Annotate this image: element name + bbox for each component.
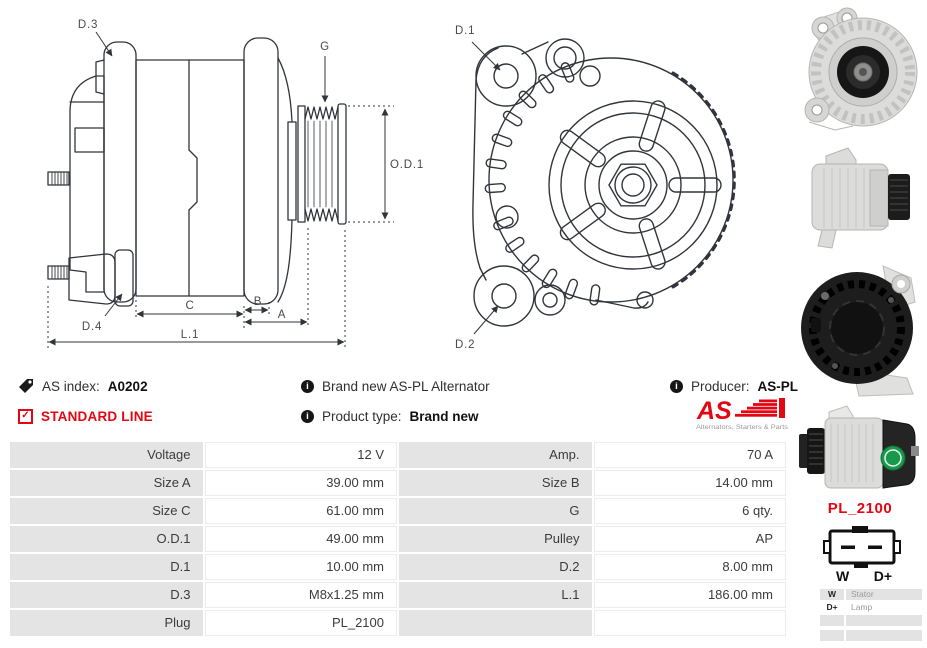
spec-label: Size B [399, 470, 592, 496]
legend-row-empty [820, 630, 922, 641]
as-pl-logo [695, 397, 795, 433]
plug-terminal-labels [836, 568, 892, 584]
product-type-label: Product type: [322, 408, 402, 424]
legend-row [820, 602, 922, 613]
logo-tagline: Alternators, Starters & Parts [696, 424, 788, 431]
as-index-value: A0202 [107, 378, 148, 394]
spec-value: 61.00 mm [205, 498, 398, 524]
spec-table [10, 442, 786, 636]
photo-side-graphic [796, 140, 926, 258]
side-view-labels [78, 19, 424, 341]
legend-desc: Lamp [846, 602, 922, 613]
pulley-grooves [298, 104, 346, 224]
info-icon: i [301, 380, 314, 393]
spec-value: 49.00 mm [205, 526, 398, 552]
spec-label: Amp. [399, 442, 592, 468]
front-view-labels [455, 25, 475, 351]
spec-label: Size C [10, 498, 203, 524]
brand-new-text: Brand new AS-PL Alternator [322, 378, 490, 394]
spec-value: 14.00 mm [594, 470, 787, 496]
dim-label-c: C [185, 300, 195, 312]
spec-value: 10.00 mm [205, 554, 398, 580]
standard-line-label: STANDARD LINE [41, 408, 153, 424]
spec-label: L.1 [399, 582, 592, 608]
vent-slots [485, 62, 600, 306]
legend-desc: Stator [846, 589, 922, 600]
legend-row-empty [820, 615, 922, 626]
photo-side-pulley-graphic [795, 398, 925, 500]
product-type-value: Brand new [409, 408, 479, 424]
spec-label: O.D.1 [10, 526, 203, 552]
as-index-row [18, 377, 148, 395]
dim-label-b: B [253, 296, 263, 308]
spec-value: 70 A [594, 442, 787, 468]
bolt-bottom [48, 266, 69, 279]
front-view-drawing [428, 4, 792, 364]
dim-label-a: A [277, 309, 287, 321]
dim-label-od1: O.D.1 [390, 159, 425, 171]
plug-connector-diagram [822, 525, 902, 569]
photo-front-graphic [795, 6, 925, 138]
spec-value: 186.00 mm [594, 582, 787, 608]
bolt-top [48, 172, 69, 185]
spec-value: 12 V [205, 442, 398, 468]
spec-label: G [399, 498, 592, 524]
alternator-front-outline [473, 39, 734, 326]
plug-pin-w [841, 546, 855, 550]
logo-text: AS [697, 397, 732, 425]
spec-label: Size A [10, 470, 203, 496]
logo-stripes [735, 398, 785, 418]
producer-label: Producer: [691, 378, 750, 394]
dim-label-d1: D.1 [455, 25, 476, 37]
producer-value: AS-PL [757, 378, 799, 394]
plug-legend [820, 589, 922, 643]
legend-pin: D+ [820, 602, 844, 613]
dim-label-d2: D.2 [455, 339, 476, 351]
spec-label: Pulley [399, 526, 592, 552]
side-view-drawing [12, 4, 432, 364]
dim-label-d3: D.3 [77, 19, 99, 31]
plug-code: PL_2100 [827, 500, 893, 517]
spec-label [399, 610, 592, 636]
legend-row [820, 589, 922, 600]
plug-terminal-w: W [836, 568, 850, 584]
spec-value: M8x1.25 mm [205, 582, 398, 608]
tag-icon [18, 378, 34, 394]
legend-pin: W [820, 589, 844, 600]
product-type-row [301, 407, 479, 425]
info-icon: i [670, 380, 683, 393]
spec-label: D.2 [399, 554, 592, 580]
dimension-lines [48, 32, 394, 348]
standard-line-row [18, 407, 153, 425]
producer-row [670, 377, 798, 395]
spec-label: Voltage [10, 442, 203, 468]
spec-value: 39.00 mm [205, 470, 398, 496]
dim-label-g: G [320, 41, 330, 53]
checkbox-checked-icon: ✓ [18, 409, 33, 424]
dim-label-d4: D.4 [81, 321, 103, 333]
plug-terminal-dplus: D+ [873, 568, 892, 584]
alternator-side-outline [48, 38, 346, 306]
spec-label: D.1 [10, 554, 203, 580]
product-photo-side-pulley[interactable] [795, 398, 925, 505]
info-icon: i [301, 410, 314, 423]
spec-label: D.3 [10, 582, 203, 608]
plug-pin-dplus [868, 546, 882, 550]
photo-rear-graphic [795, 258, 925, 400]
spec-value: 6 qty. [594, 498, 787, 524]
product-photo-side[interactable] [796, 140, 926, 263]
spec-label: Plug [10, 610, 203, 636]
fan-spokes [558, 99, 721, 271]
product-photo-front[interactable] [795, 6, 925, 143]
dim-label-l1: L.1 [180, 329, 200, 341]
spec-value [594, 610, 787, 636]
spec-value: 8.00 mm [594, 554, 787, 580]
spec-value: AP [594, 526, 787, 552]
brand-new-row [301, 377, 490, 395]
as-index-label: AS index: [42, 378, 100, 394]
product-photo-rear[interactable] [795, 258, 925, 405]
spec-value: PL_2100 [205, 610, 398, 636]
